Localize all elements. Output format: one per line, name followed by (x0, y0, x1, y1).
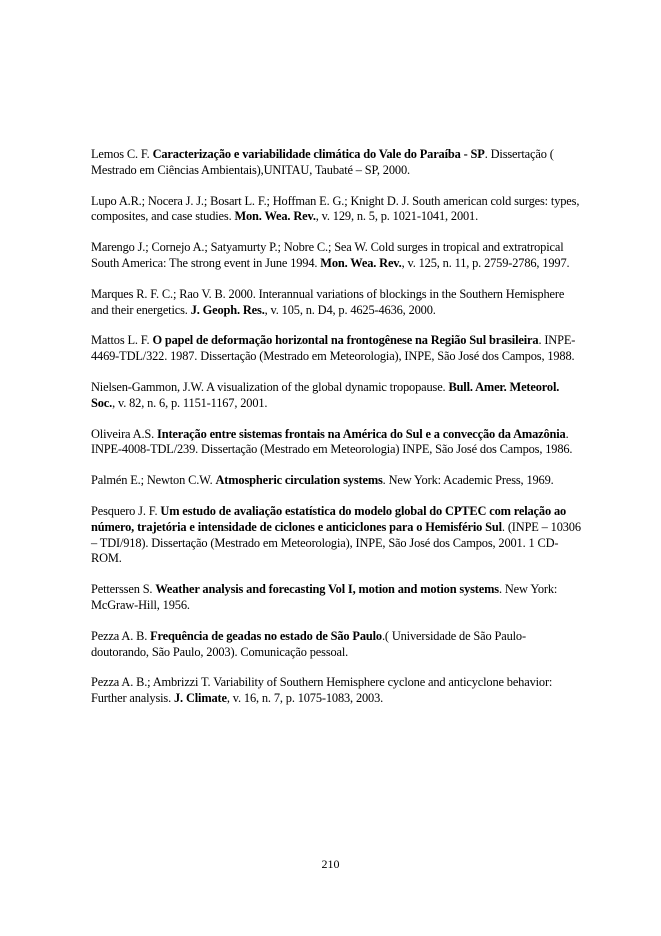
reference-text: Palmén E.; Newton C.W. (91, 473, 216, 488)
reference-text: Pezza A. B.; Ambrizzi T. Variability of Southern Hemisphere cyclone and anticyclone behavior: Further analysis. (91, 675, 553, 706)
reference-text: Mattos L. F. (91, 333, 153, 348)
reference-text: Marengo J.; Cornejo A.; Satyamurty P.; Nobre C.; Sea W. Cold surges in tropical and extratropical South America: The strong event in June 1994. (91, 240, 564, 270)
reference-title: Um estudo de avaliação estatística do modelo global do CPTEC com relação ao número, trajetória e intensidade de ciclones e anticiclones para o Hemisfério Sul (91, 503, 567, 534)
reference-title: Mon. Wea. Rev. (234, 209, 316, 224)
reference-entry (91, 287, 581, 319)
reference-entry (91, 504, 581, 567)
reference-text: Lupo A.R.; Nocera J. J.; Bosart L. F.; Hoffman E. G.; Knight D. J. South american cold surges: types, composites, and case studies. (91, 193, 580, 224)
reference-title: Weather analysis and forecasting Vol I, motion and motion systems (155, 582, 499, 597)
reference-text: Oliveira A.S. (91, 426, 158, 441)
reference-details: . New York: McGraw-Hill, 1956. (91, 582, 558, 612)
reference-details: , v. 82, n. 6, p. 1151-1167, 2001. (112, 395, 268, 410)
page-number: 210 (321, 857, 340, 871)
reference-details: . INPE-4469-TDL/322. 1987. Dissertação (Mestrado em Meteorologia), INPE, São José dos Campos, 1988. (91, 333, 576, 364)
reference-details: , v. 105, n. D4, p. 4625-4636, 2000. (264, 302, 436, 317)
reference-title: J. Climate (174, 691, 227, 706)
reference-title: Frequência de geadas no estado de São Paulo (150, 628, 382, 643)
reference-details: , v. 129, n. 5, p. 1021-1041, 2001. (315, 209, 479, 224)
reference-entry (91, 427, 581, 459)
reference-details: . (INPE – 10306 – TDI/918). Dissertação (Mestrado em Meteorologia), INPE, São José dos Campos, 2001. 1 CD-ROM. (91, 519, 581, 566)
reference-title: Mon. Wea. Rev. (320, 255, 402, 270)
reference-details: . INPE-4008-TDL/239. Dissertação (Mestrado em Meteorologia) INPE, São José dos Campos, 1986. (91, 426, 573, 457)
reference-entry (91, 380, 581, 412)
reference-list (91, 147, 581, 722)
reference-entry (91, 240, 581, 272)
reference-entry (91, 194, 581, 226)
reference-details: . New York: Academic Press, 1969. (382, 473, 554, 488)
reference-details: , v. 16, n. 7, p. 1075-1083, 2003. (226, 691, 384, 706)
reference-title: O papel de deformação horizontal na frontogênese na Região Sul brasileira (152, 333, 539, 348)
reference-title: Bull. Amer. Meteorol. Soc. (91, 379, 560, 410)
reference-title: Interação entre sistemas frontais na América do Sul e a convecção da Amazônia (157, 426, 566, 441)
reference-entry (91, 629, 581, 661)
reference-text: Petterssen S. (91, 582, 156, 597)
reference-entry (91, 473, 581, 489)
reference-text: Marques R. F. C.; Rao V. B. 2000. Interannual variations of blockings in the Southern Hemisphere and their energetics. (91, 286, 565, 317)
reference-title: Caracterização e variabilidade climática do Vale do Paraíba - SP (152, 147, 485, 161)
reference-entry (91, 147, 581, 179)
reference-text: Pesquero J. F. (91, 503, 161, 518)
reference-entry (91, 582, 581, 614)
reference-text: Pezza A. B. (91, 628, 151, 643)
reference-details: .( Universidade de São Paulo-doutorando, São Paulo, 2003). Comunicação pessoal. (91, 628, 526, 659)
reference-details: . Dissertação ( Mestrado em Ciências Ambientais),UNITAU, Taubaté – SP, 2000. (91, 147, 554, 177)
reference-details: , v. 125, n. 11, p. 2759-2786, 1997. (401, 255, 570, 270)
reference-text: Nielsen-Gammon, J.W. A visualization of the global dynamic tropopause. (91, 379, 449, 394)
reference-entry (91, 333, 581, 365)
reference-entry (91, 675, 581, 707)
reference-title: J. Geoph. Res. (190, 302, 265, 317)
reference-title: Atmospheric circulation systems (215, 473, 383, 488)
reference-text: Lemos C. F. (91, 147, 153, 161)
